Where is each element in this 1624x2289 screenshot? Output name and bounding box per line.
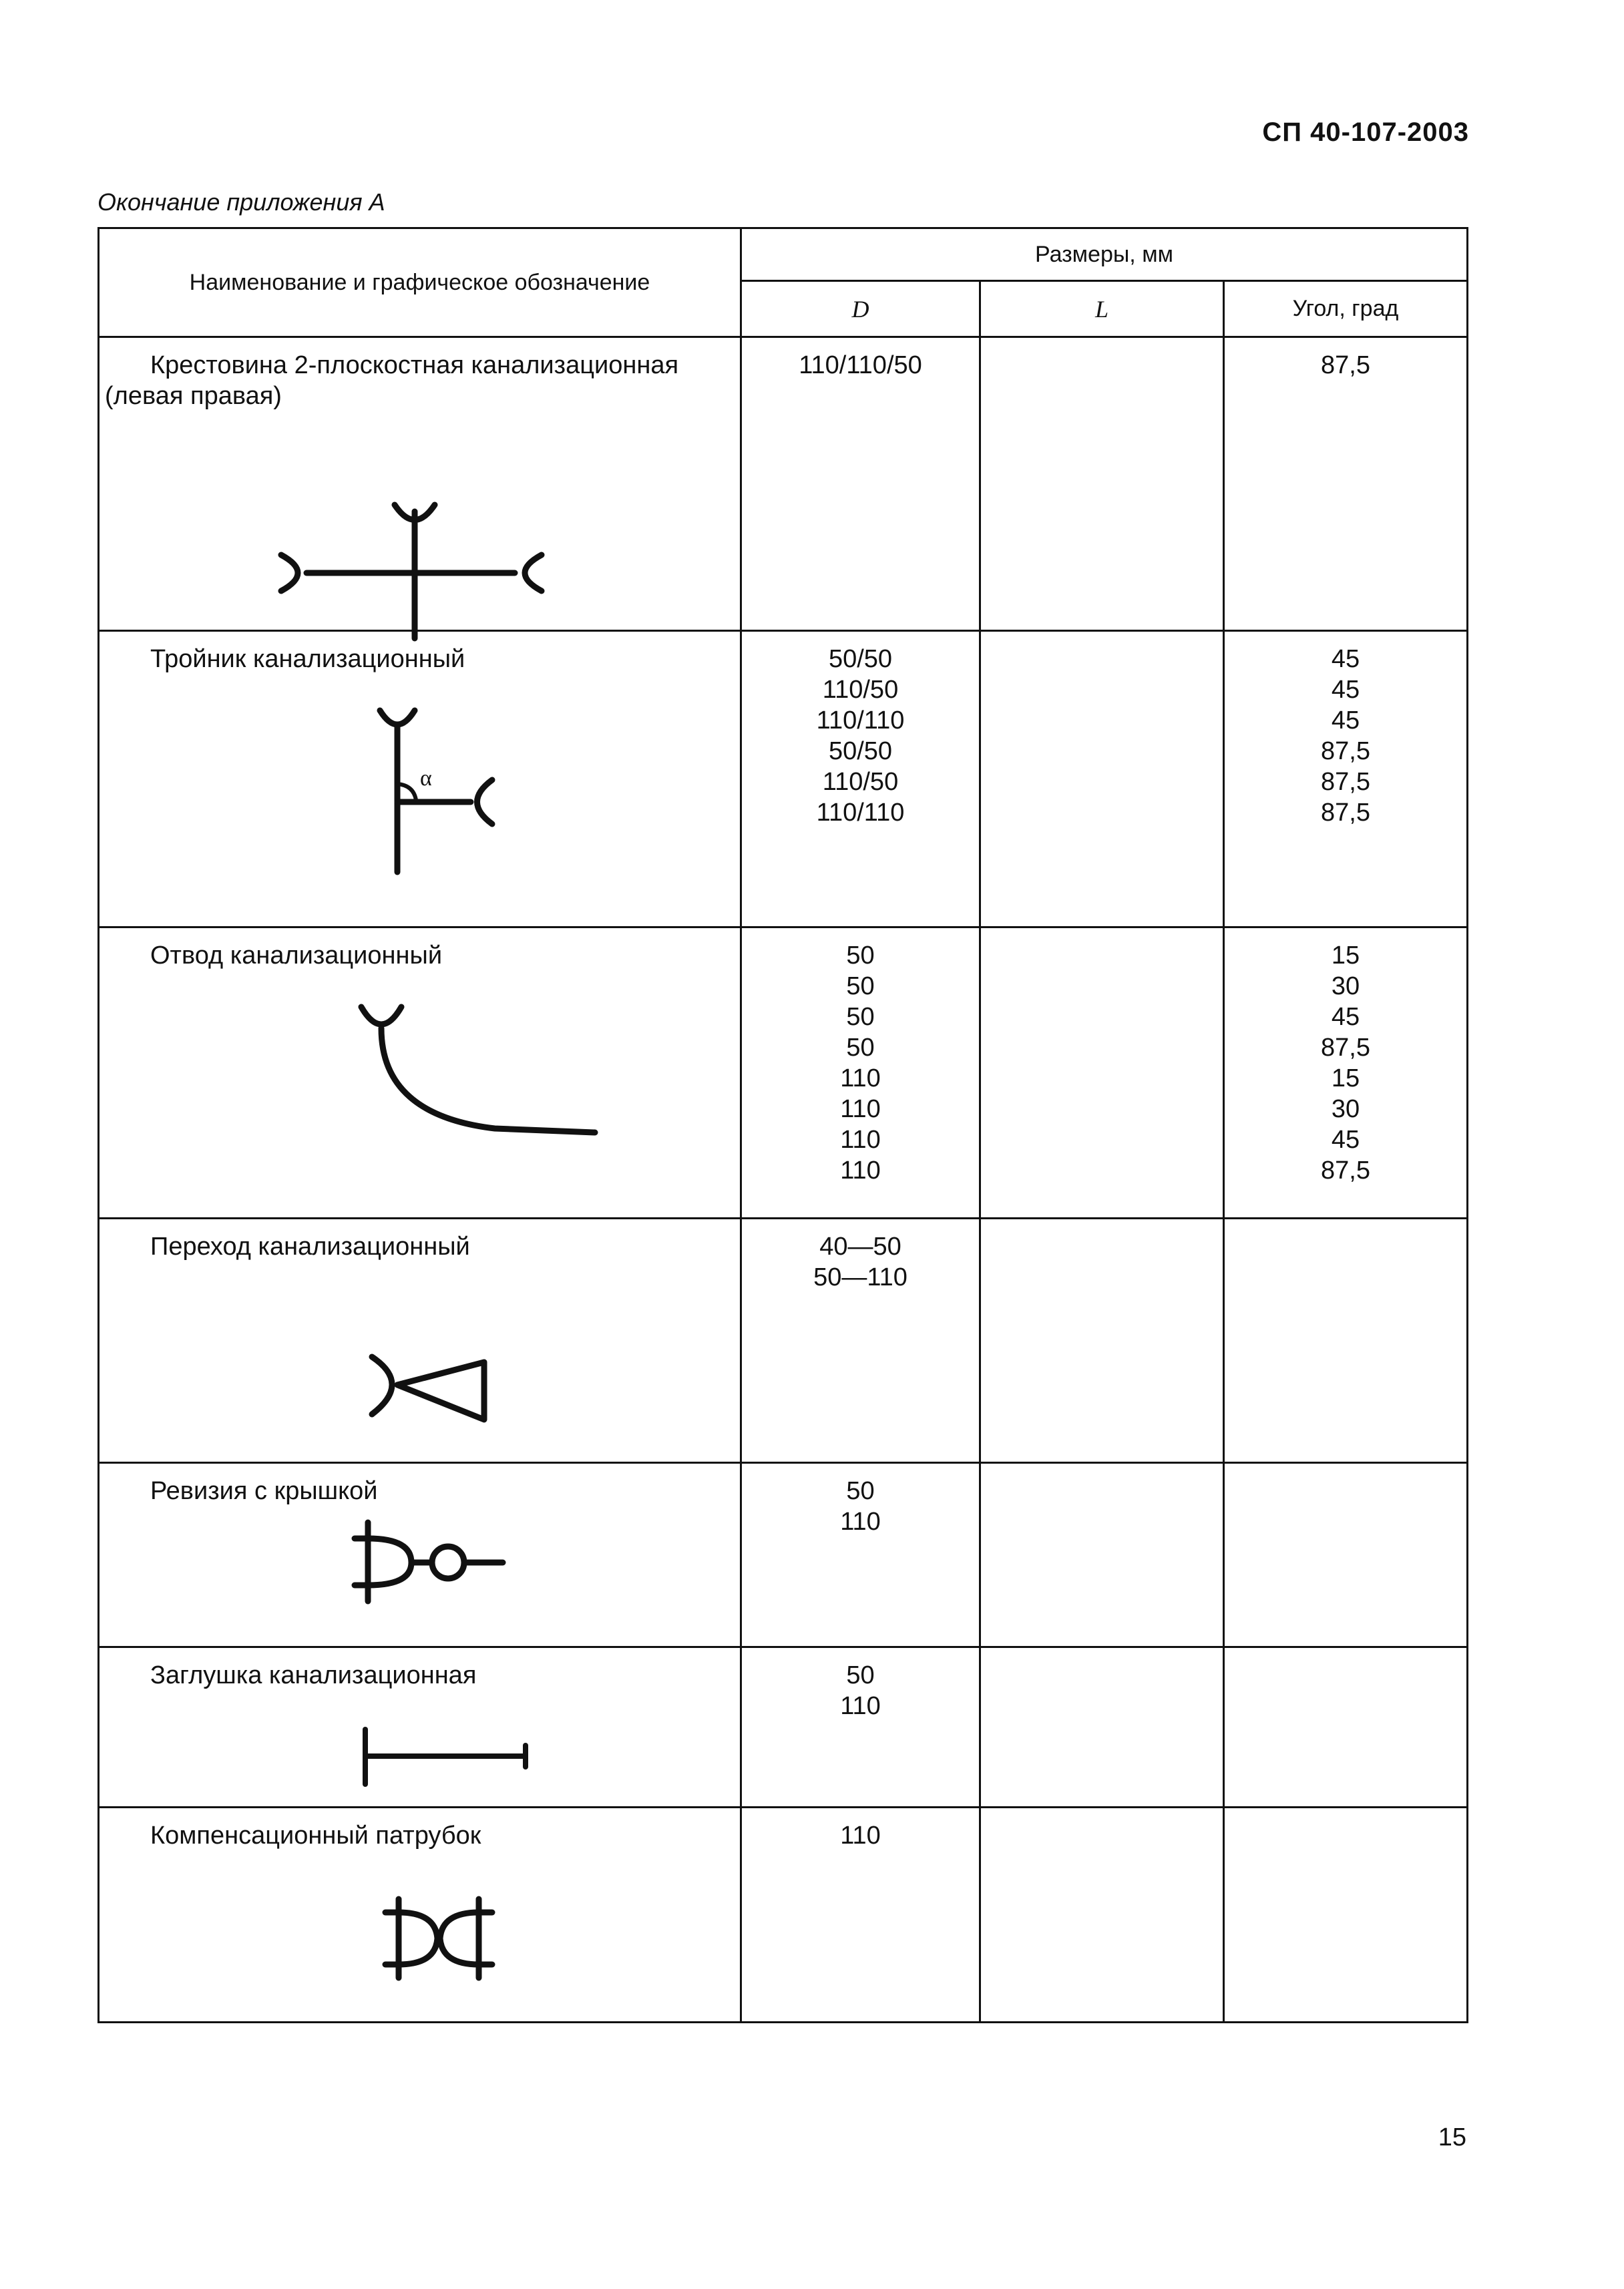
- row-name: Крестовина 2-плоскостная канализационная: [150, 351, 679, 379]
- row-l-cell: [980, 927, 1224, 1219]
- table-row: [99, 1808, 1468, 2023]
- reducer-symbol-icon: [365, 1350, 499, 1438]
- column-header-name: Наименование и графическое обозначение: [99, 228, 741, 337]
- row-d-cell: 50 110: [741, 1647, 980, 1808]
- table-row: [99, 631, 1468, 927]
- row-d-cell: 40—50 50—110: [741, 1219, 980, 1463]
- row-l-cell: [980, 337, 1224, 631]
- row-d-cell: 50 110: [741, 1463, 980, 1647]
- row-l-cell: [980, 1219, 1224, 1463]
- row-name-cell: [99, 1219, 741, 1463]
- table-row: [99, 1463, 1468, 1647]
- column-header-angle: Угол, град: [1224, 281, 1468, 337]
- row-angle-cell: 15 30 45 87,5 15 30 45 87,5: [1224, 927, 1468, 1219]
- column-header-sizes: Размеры, мм: [741, 228, 1468, 281]
- row-d-cell: 50 50 50 50 110 110 110 110: [741, 927, 980, 1219]
- inspection-symbol-icon: [348, 1516, 508, 1617]
- row-angle-cell: [1224, 1463, 1468, 1647]
- row-name: Тройник канализационный: [150, 645, 465, 673]
- row-name: Компенсационный патрубок: [150, 1822, 481, 1850]
- row-angle-cell: 87,5: [1224, 337, 1468, 631]
- row-l-cell: [980, 631, 1224, 927]
- table-row: [99, 1647, 1468, 1808]
- row-d-cell: 50/50 110/50 110/110 50/50 110/50 110/110: [741, 631, 980, 927]
- cross-symbol-icon: [274, 498, 555, 652]
- row-l-cell: [980, 1808, 1224, 2023]
- bend-symbol-icon: [355, 1002, 595, 1156]
- tee-symbol-icon: [372, 705, 505, 886]
- row-l-cell: [980, 1647, 1224, 1808]
- row-angle-cell: 45 45 45 87,5 87,5 87,5: [1224, 631, 1468, 927]
- row-l-cell: [980, 1463, 1224, 1647]
- row-name-cont: (левая правая): [105, 382, 282, 410]
- row-name-cell: [99, 337, 741, 631]
- row-name-cell: [99, 927, 741, 1219]
- expansion-pipe-symbol-icon: [379, 1892, 499, 1993]
- page-number: 15: [1438, 2123, 1466, 2151]
- table-row: [99, 927, 1468, 1219]
- column-header-l: L: [980, 281, 1224, 337]
- row-name-cell: [99, 631, 741, 927]
- row-d-cell: 110: [741, 1808, 980, 2023]
- tee-angle-label: α: [420, 766, 432, 791]
- column-header-d: D: [741, 281, 980, 337]
- row-name-cell: [99, 1647, 741, 1808]
- table-row: [99, 337, 1468, 631]
- row-name: Переход канализационный: [150, 1233, 470, 1261]
- row-name-cell: [99, 1463, 741, 1647]
- row-name-cell: [99, 1808, 741, 2023]
- table-row: [99, 1219, 1468, 1463]
- document-code: СП 40-107-2003: [1262, 118, 1469, 147]
- row-d-cell: 110/110/50: [741, 337, 980, 631]
- row-angle-cell: [1224, 1647, 1468, 1808]
- appendix-table: [97, 227, 1468, 2023]
- plug-symbol-icon: [359, 1723, 532, 1797]
- row-name: Заглушка канализационная: [150, 1661, 477, 1689]
- row-name: Ревизия с крышкой: [150, 1477, 378, 1505]
- row-angle-cell: [1224, 1219, 1468, 1463]
- row-angle-cell: [1224, 1808, 1468, 2023]
- continuation-caption: Окончание приложения А: [97, 188, 385, 216]
- row-name: Отвод канализационный: [150, 942, 443, 970]
